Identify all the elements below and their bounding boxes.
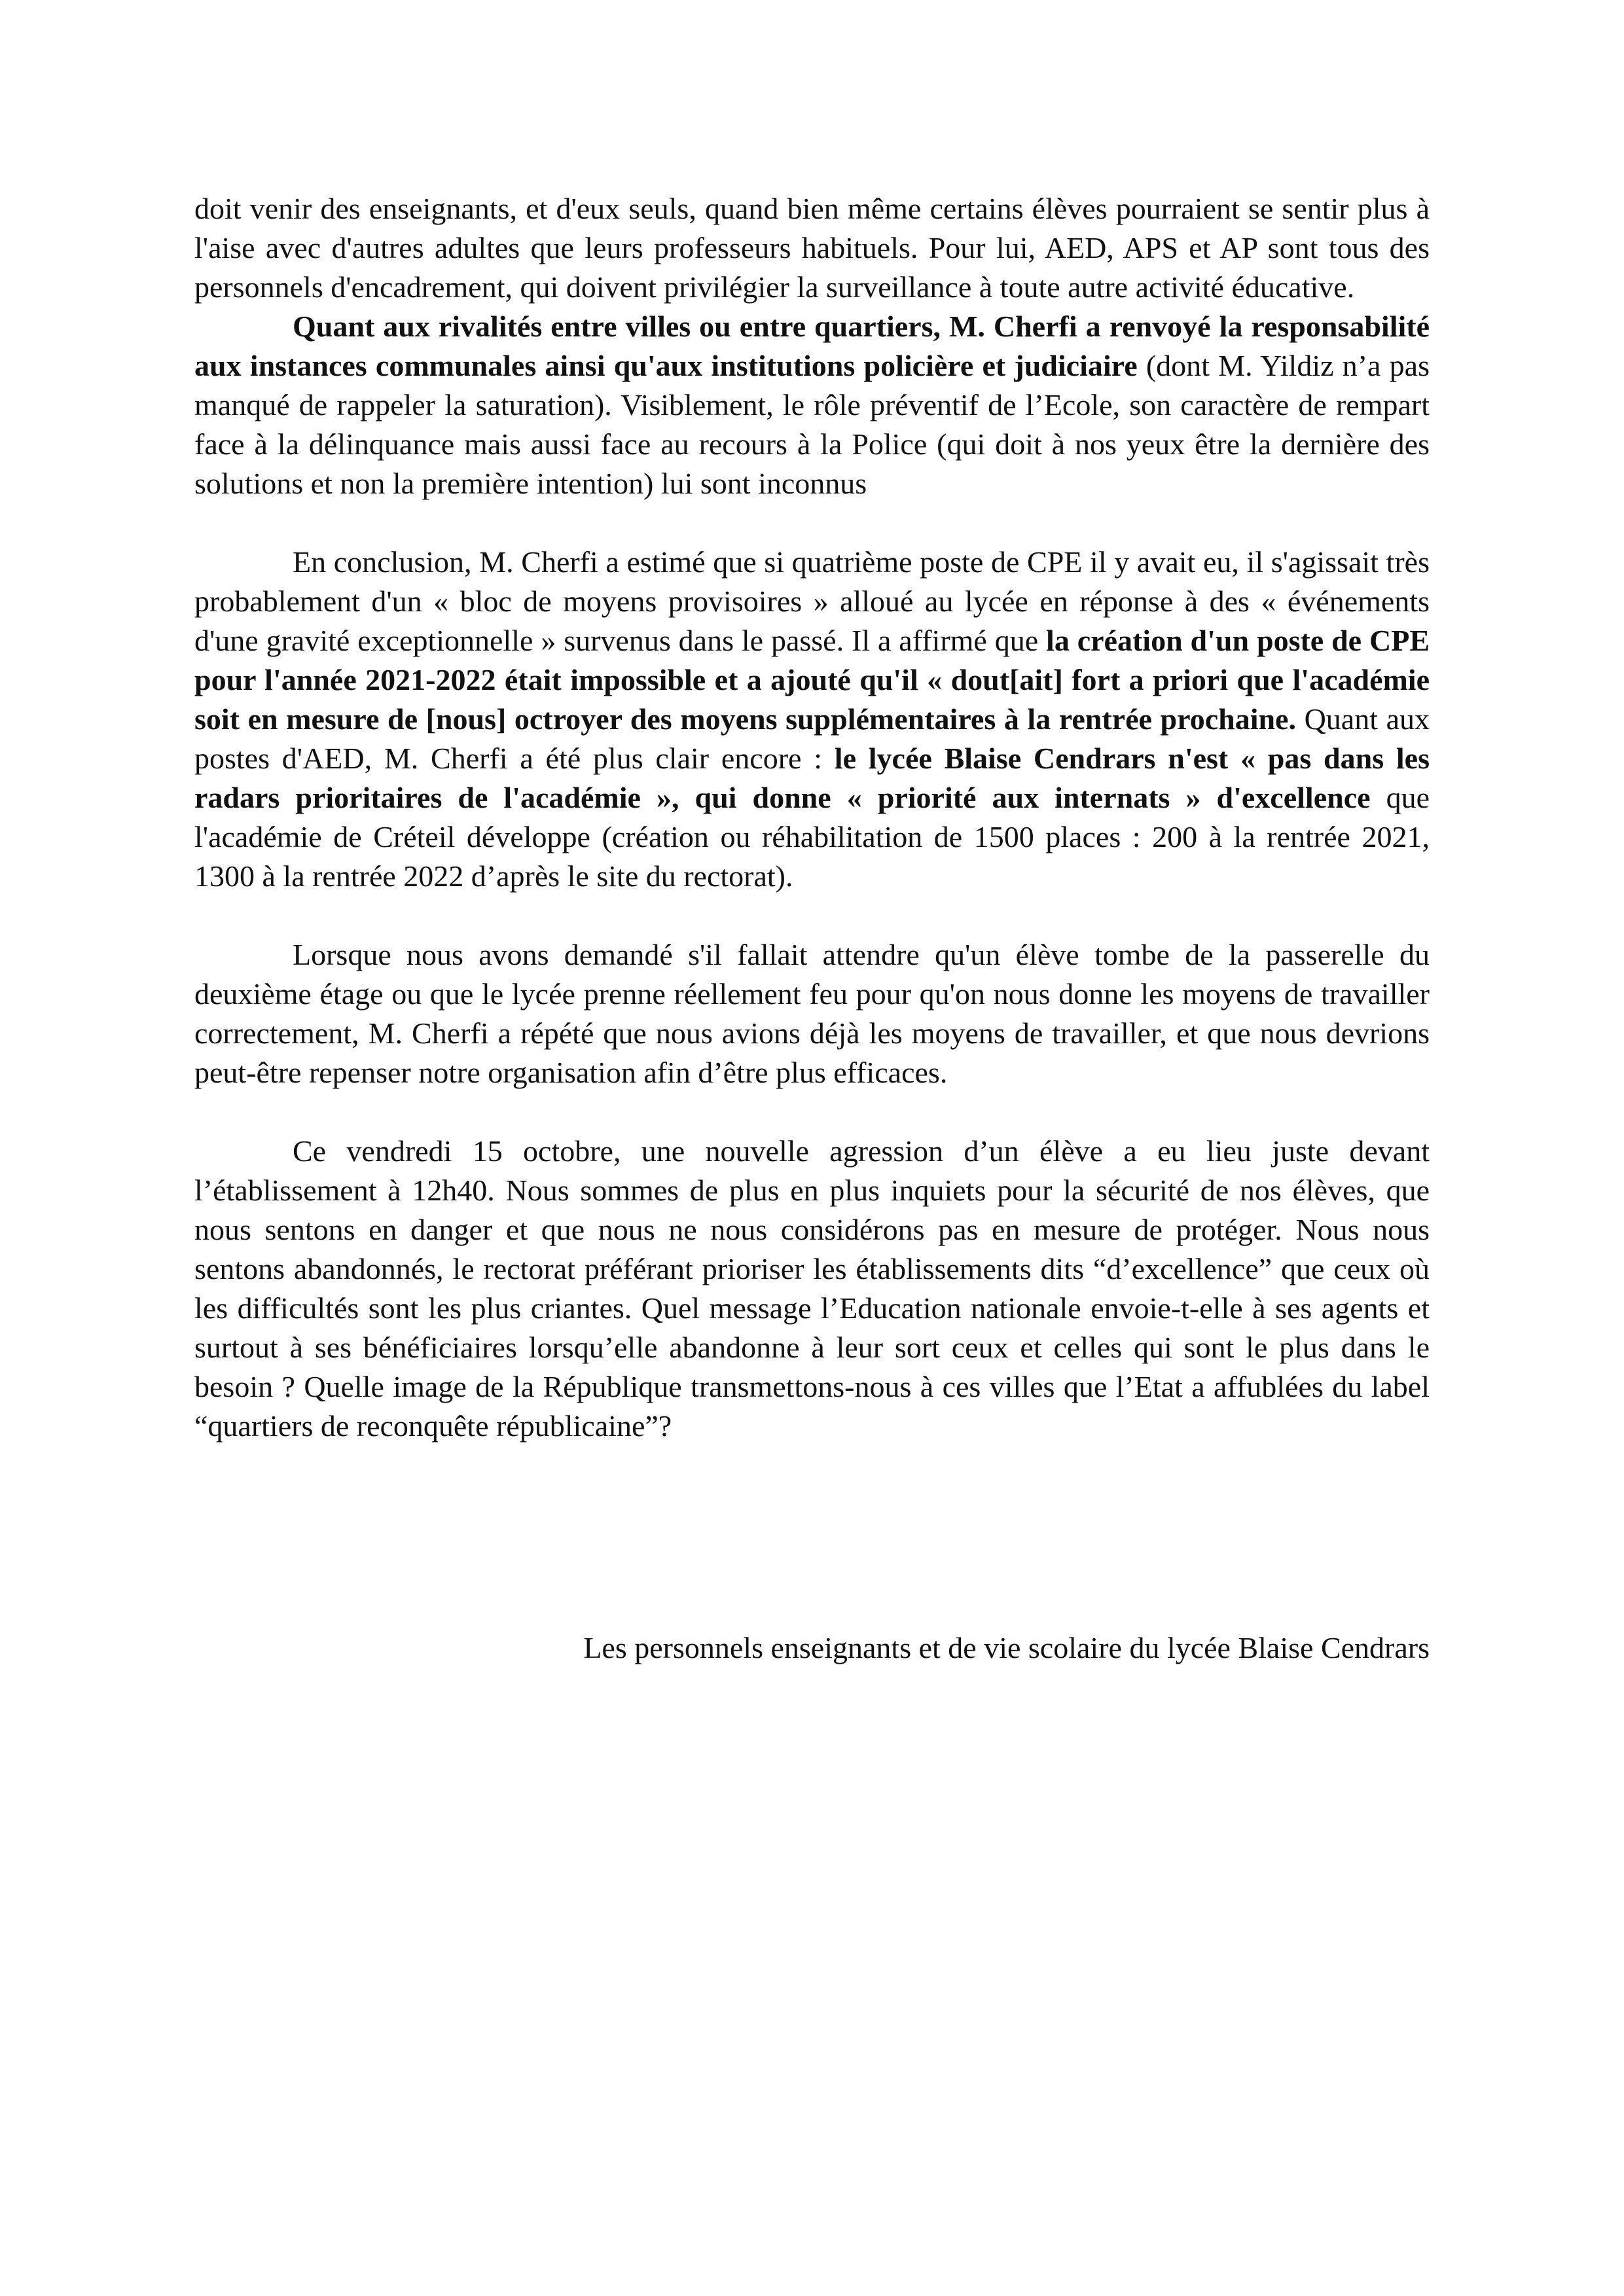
paragraph-4	[194, 935, 1430, 1092]
paragraph-3	[194, 543, 1430, 896]
paragraph-3-bold-1: la création d'un poste de CPE pour l'année 2021-2022 était impossible et a ajouté qu'il « dout[ait] fort a priori que l'académie soit en mesure de [nous] octroyer des moyens supplémentaires à la rentrée prochaine.	[194, 624, 1430, 736]
paragraph-1-text: doit venir des enseignants, et d'eux seuls, quand bien même certains élèves pourraient se sentir plus à l'aise avec d'autres adultes que leurs professeurs habituels. Pour lui, AED, APS et AP sont tous des personnels d'encadrement, qui doivent privilégier la surveillance à toute autre activité éducative.	[194, 192, 1430, 304]
paragraph-4-text: Lorsque nous avons demandé s'il fallait attendre qu'un élève tombe de la passerelle du deuxième étage ou que le lycée prenne réellement feu pour qu'on nous donne les moyens de travailler correctement, M. Cherfi a répété que nous avions déjà les moyens de travailler, et que nous devrions peut-être repenser notre organisation afin d’être plus efficaces.	[194, 938, 1430, 1089]
paragraph-3-text-1: En conclusion, M. Cherfi a estimé que si quatrième poste de CPE il y avait eu, il s'agissait très probablement d'un « bloc de moyens provisoires » alloué au lycée en réponse à des « événements d'une gravité exceptionnelle » survenus dans le passé. Il a affirmé que	[194, 545, 1430, 657]
paragraph-1	[194, 189, 1430, 307]
paragraph-3-text-2: Quant aux postes d'AED, M. Cherfi a été plus clair encore :	[194, 702, 1430, 775]
paragraph-3-text-3: que l'académie de Créteil développe (création ou réhabilitation de 1500 places : 200 à la rentrée 2021, 1300 à la rentrée 2022 d’après le site du rectorat).	[194, 781, 1430, 893]
paragraph-3-bold-2: le lycée Blaise Cendrars n'est « pas dans les radars prioritaires de l'académie », qui donne « priorité aux internats » d'excellence	[194, 742, 1430, 814]
document-body	[194, 189, 1430, 1446]
signature: Les personnels enseignants et de vie scolaire du lycée Blaise Cendrars	[583, 1631, 1430, 1664]
paragraph-5-text: Ce vendredi 15 octobre, une nouvelle agression d’un élève a eu lieu juste devant l’établissement à 12h40. Nous sommes de plus en plus inquiets pour la sécurité de nos élèves, que nous sentons en danger et que nous ne nous considérons pas en mesure de protéger. Nous nous sentons abandonnés, le rectorat préférant prioriser les établissements dits “d’excellence” que ceux où les difficultés sont les plus criantes. Quel message l’Education nationale envoie-t-elle à ses agents et surtout à ses bénéficiaires lorsqu’elle abandonne à leur sort ceux et celles qui sont le plus dans le besoin ? Quelle image de la République transmettons-nous à ces villes que l’Etat a affublées du label “quartiers de reconquête républicaine”?	[194, 1134, 1430, 1443]
paragraph-5	[194, 1132, 1430, 1446]
paragraph-2	[194, 307, 1430, 503]
paragraph-2-text: (dont M. Yildiz n’a pas manqué de rappeler la saturation). Visiblement, le rôle préventif de l’Ecole, son caractère de rempart face à la délinquance mais aussi face au recours à la Police (qui doit à nos yeux être la dernière des solutions et non la première intention) lui sont inconnus	[194, 349, 1430, 500]
paragraph-2-bold: Quant aux rivalités entre villes ou entre quartiers, M. Cherfi a renvoyé la responsabilité aux instances communales ainsi qu'aux institutions policière et judiciaire	[194, 310, 1430, 382]
